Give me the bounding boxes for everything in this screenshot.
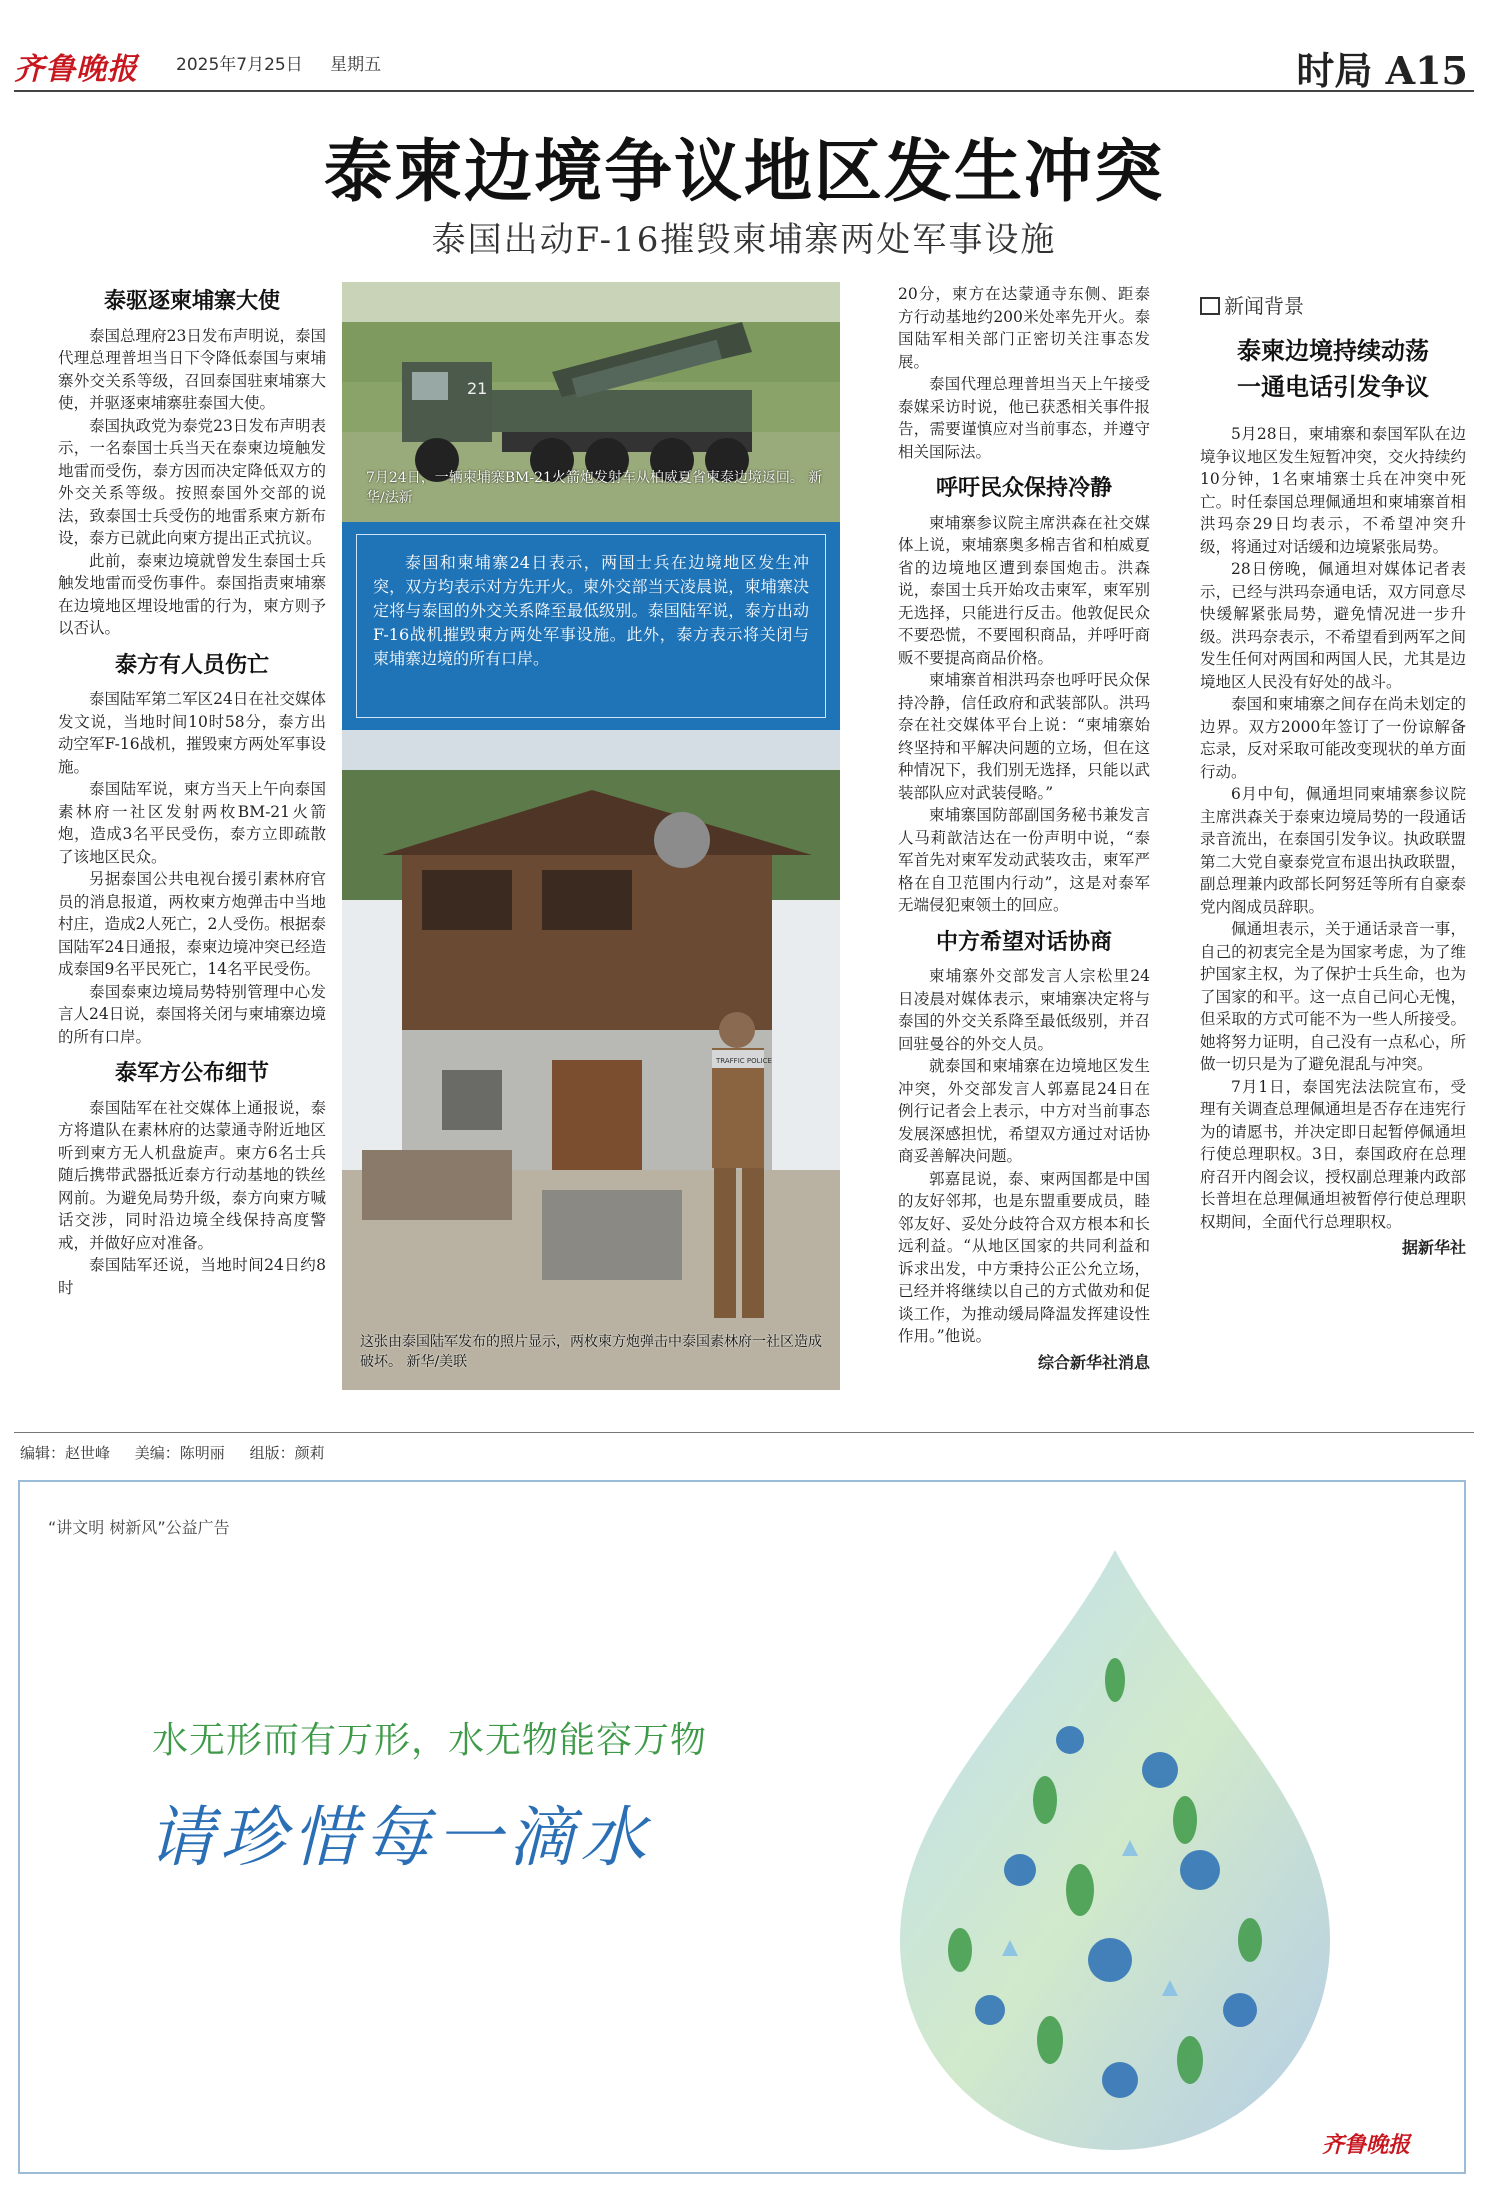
article-column-3 [898, 283, 1150, 1374]
footer-divider [14, 1432, 1474, 1433]
photo-rocket-launcher [342, 282, 840, 522]
art-editor-name: 美编：陈明丽 [134, 1444, 225, 1462]
svg-text:21: 21 [467, 379, 488, 398]
newspaper-logo: 齐鲁晚报 [14, 52, 138, 87]
photo-caption: 7月24日，一辆柬埔寨BM-21火箭炮发射车从柏威夏省柬泰边境返回。 新华/法新 [366, 470, 823, 506]
article-column-1 [58, 290, 326, 1299]
ad-calligraphy-slogan: 请珍惜每一滴水 [148, 1799, 652, 1876]
paragraph: 6月中旬，佩通坦同柬埔寨参议院主席洪森关于泰柬边境局势的一段通话录音流出，在泰国引发争议。执政联盟第二大党自豪泰党宣布退出执政联盟，副总理兼内政部长阿努廷等所有自豪泰党内阁成员辞职。 [1200, 785, 1466, 916]
paragraph: 柬埔寨参议院主席洪森在社交媒体上说，柬埔寨奥多棉吉省和柏威夏省的边境地区遭到泰国炮击。洪森说，泰国士兵开始攻击柬军，柬军别无选择，只能进行反击。他敦促民众不要恐慌，不要囤积商品，并呼吁商贩不要提高商品价格。 [898, 513, 1150, 667]
paragraph: 另据泰国公共电视台援引素林府官员的消息报道，两枚柬方炮弹击中当地村庄，造成2人死亡，2人受伤。根据泰国陆军24日通报，泰柬边境冲突已经造成泰国9名平民死亡，14名平民受伤。 [58, 870, 326, 978]
issue-date: 2025年7月25日 [176, 55, 303, 75]
section-heading: 呼吁民众保持冷静 [935, 475, 1112, 501]
paragraph: 28日傍晚，佩通坦对媒体记者表示，已经与洪玛奈通电话，双方同意尽快缓解紧张局势，避免情况进一步升级。洪玛奈表示，不希望看到两军之间发生任何对两国和两国人民，尤其是边境地区人民没有好处的战斗。 [1200, 560, 1466, 691]
section-heading: 泰驱逐柬埔寨大使 [103, 288, 280, 314]
damaged-house-illustration [342, 730, 840, 1390]
section-heading: 泰军方公布细节 [114, 1060, 269, 1086]
paragraph: 柬埔寨首相洪玛奈也呼吁民众保持冷静，信任政府和武装部队。洪玛奈在社交媒体平台上说：“柬埔寨始终坚持和平解决问题的立场，但在这种情况下，我们别无选择，只能以武装部队应对武装侵略。” [898, 671, 1150, 802]
summary-text: 泰国和柬埔寨24日表示，两国士兵在边境地区发生冲突，双方均表示对方先开火。柬外交部当天凌晨说，柬埔寨决定将与泰国的外交关系降至最低级别。泰国陆军说，泰方出动F-16战机摧毁柬方两处军事设施。此外，泰方表示将关闭与柬埔寨边境的所有口岸。 [373, 553, 809, 668]
paragraph: 泰国和柬埔寨之间存在尚未划定的边界。双方2000年签订了一份谅解备忘录，反对采取可能改变现状的单方面行动。 [1200, 695, 1466, 781]
section-heading: 泰方有人员伤亡 [114, 651, 269, 678]
news-background-text: 新闻背景 [1224, 294, 1304, 318]
paragraph: 7月1日，泰国宪法法院宣布，受理有关调查总理佩通坦是否存在违宪行为的请愿书，并决定即日起暂停佩通坦行使总理职权。3日，泰国政府在总理府召开内阁会议，授权副总理兼内政部长普坦在总理佩通坦被暂停行使总理职权期间，全面代行总理职权。 [1200, 1077, 1466, 1231]
paragraph: 就泰国和柬埔寨在边境地区发生冲突，外交部发言人郭嘉昆24日在例行记者会上表示，中方对当前事态发展深感担忧，希望双方通过对话协商妥善解决问题。 [898, 1057, 1150, 1165]
paragraph: 20分，柬方在达蒙通寺东侧、距泰方行动基地约200米处率先开火。泰国陆军相关部门正密切关注事态发展。 [898, 285, 1150, 371]
editor-name: 编辑：赵世峰 [20, 1444, 111, 1462]
ad-newspaper-logo: 齐鲁晚报 [1322, 2132, 1411, 2158]
paragraph: 泰国陆军在社交媒体上通报说，泰方将遣队在素林府的达蒙通寺附近地区听到柬方无人机盘旋声。柬方6名士兵随后携带武器抵近泰方行动基地的铁丝网前。为避免局势升级，泰方向柬方喊话交涉，同时沿边境全线保持高度警戒，并做好应对准备。 [58, 1098, 326, 1252]
paragraph: 佩通坦表示，关于通话录音一事，自己的初衷完全是为国家考虑，为了维护国家主权，为了保护士兵生命，也为了国家的和平。这一点自己问心无愧，但采取的方式可能不为一些人所接受。她将努力证明，自己没有一点私心，所做一切只是为了避免混乱与冲突。 [1200, 920, 1466, 1073]
article-credit: 综合新华社消息 [1037, 1352, 1150, 1372]
paragraph: 此前，泰柬边境就曾发生泰国士兵触发地雷而受伤事件。泰国指责柬埔寨在边境地区埋设地雷的行为，柬方则予以否认。 [58, 551, 326, 637]
section-page-label: 时局 A15 [1296, 48, 1468, 93]
vest-label: TRAFFIC POLICE [716, 1057, 772, 1065]
photo-damaged-house [342, 730, 840, 1390]
paragraph: 泰国执政党为泰党23日发布声明表示，一名泰国士兵当天在泰柬边境触发地雷而受伤，泰方因而决定降低双方的外交关系等级。按照泰国外交部的说法，致泰国士兵受伤的地雷系柬方新布设，泰方已就此向柬方提出正式抗议。 [58, 416, 326, 547]
sub-headline: 泰国出动F-16摧毁柬埔寨两处军事设施 [431, 220, 1057, 260]
masthead-divider [14, 90, 1474, 92]
paragraph: 5月28日，柬埔寨和泰国军队在边境争议地区发生短暂冲突，交火持续约10分钟，1名柬埔寨士兵在冲突中死亡。时任泰国总理佩通坦和柬埔寨首相洪玛奈29日均表示，不希望冲突升级，将通过对话缓和边境紧张局势。 [1200, 425, 1466, 556]
ad-slogan: 水无形而有万形，水无物能容万物 [152, 1720, 708, 1761]
summary-box [342, 522, 840, 730]
section-heading: 中方希望对话协商 [935, 928, 1112, 955]
article-column-4 [1200, 283, 1466, 1260]
paragraph: 泰国代理总理普坦当天上午接受泰媒采访时说，他已获悉相关事件报告，需要谨慎应对当前事态，并遵守相关国际法。 [898, 375, 1150, 461]
paragraph: 泰国陆军还说，当地时间24日约8时 [58, 1256, 326, 1297]
paragraph: 泰国陆军第二军区24日在社交媒体发文说，当地时间10时58分，泰方出动空军F-16战机，摧毁柬方两处军事设施。 [58, 690, 326, 776]
background-title: 泰柬边境持续动荡 一通电话引发争议 [1237, 336, 1429, 401]
water-drop-icon [870, 1540, 1360, 2160]
editor-credits [20, 1442, 345, 1463]
issue-weekday: 星期五 [330, 55, 382, 75]
paragraph: 泰国陆军说，柬方当天上午向泰国素林府一社区发射两枚BM-21火箭炮，造成3名平民受伤，泰方立即疏散了该地区民众。 [58, 780, 326, 866]
paragraph: 柬埔寨外交部发言人宗松里24日凌晨对媒体表示，柬埔寨决定将与泰国的外交关系降至最低级别，并召回驻曼谷的外交人员。 [898, 967, 1150, 1053]
layout-editor-name: 组版：颜莉 [249, 1444, 325, 1462]
paragraph: 柬埔寨国防部副国务秘书兼发言人马莉歆洁达在一份声明中说，“泰军首先对柬军发动武装攻击，柬军严格在自卫范围内行动”，这是对泰军无端侵犯柬领土的回应。 [898, 806, 1150, 914]
dateline [176, 50, 403, 75]
paragraph: 郭嘉昆说，泰、柬两国都是中国的友好邻邦，也是东盟重要成员，睦邻友好、妥处分歧符合双方根本和长远利益。“从地区国家的共同利益和诉求出发，中方秉持公正公允立场，已经并将继续以自己的方式做劝和促谈工作，为推动缓局降温发挥建设性作用。”他说。 [898, 1169, 1150, 1345]
paragraph: 泰国泰柬边境局势特别管理中心发言人24日说，泰国将关闭与柬埔寨边境的所有口岸。 [58, 982, 326, 1046]
summary-box-frame [356, 534, 826, 718]
paragraph: 泰国总理府23日发布声明说，泰国代理总理普坦当日下令降低泰国与柬埔寨外交关系等级，召回泰国驻柬埔寨大使，并驱逐柬埔寨驻泰国大使。 [58, 326, 326, 412]
article-credit: 据新华社 [1401, 1238, 1466, 1257]
main-headline: 泰柬边境争议地区发生冲突 [323, 132, 1164, 212]
photo-caption: 这张由泰国陆军发布的照片显示，两枚柬方炮弹击中泰国素林府一社区造成破坏。 新华/美联 [360, 1334, 822, 1370]
ad-tag: “讲文明 树新风”公益广告 [48, 1518, 230, 1537]
